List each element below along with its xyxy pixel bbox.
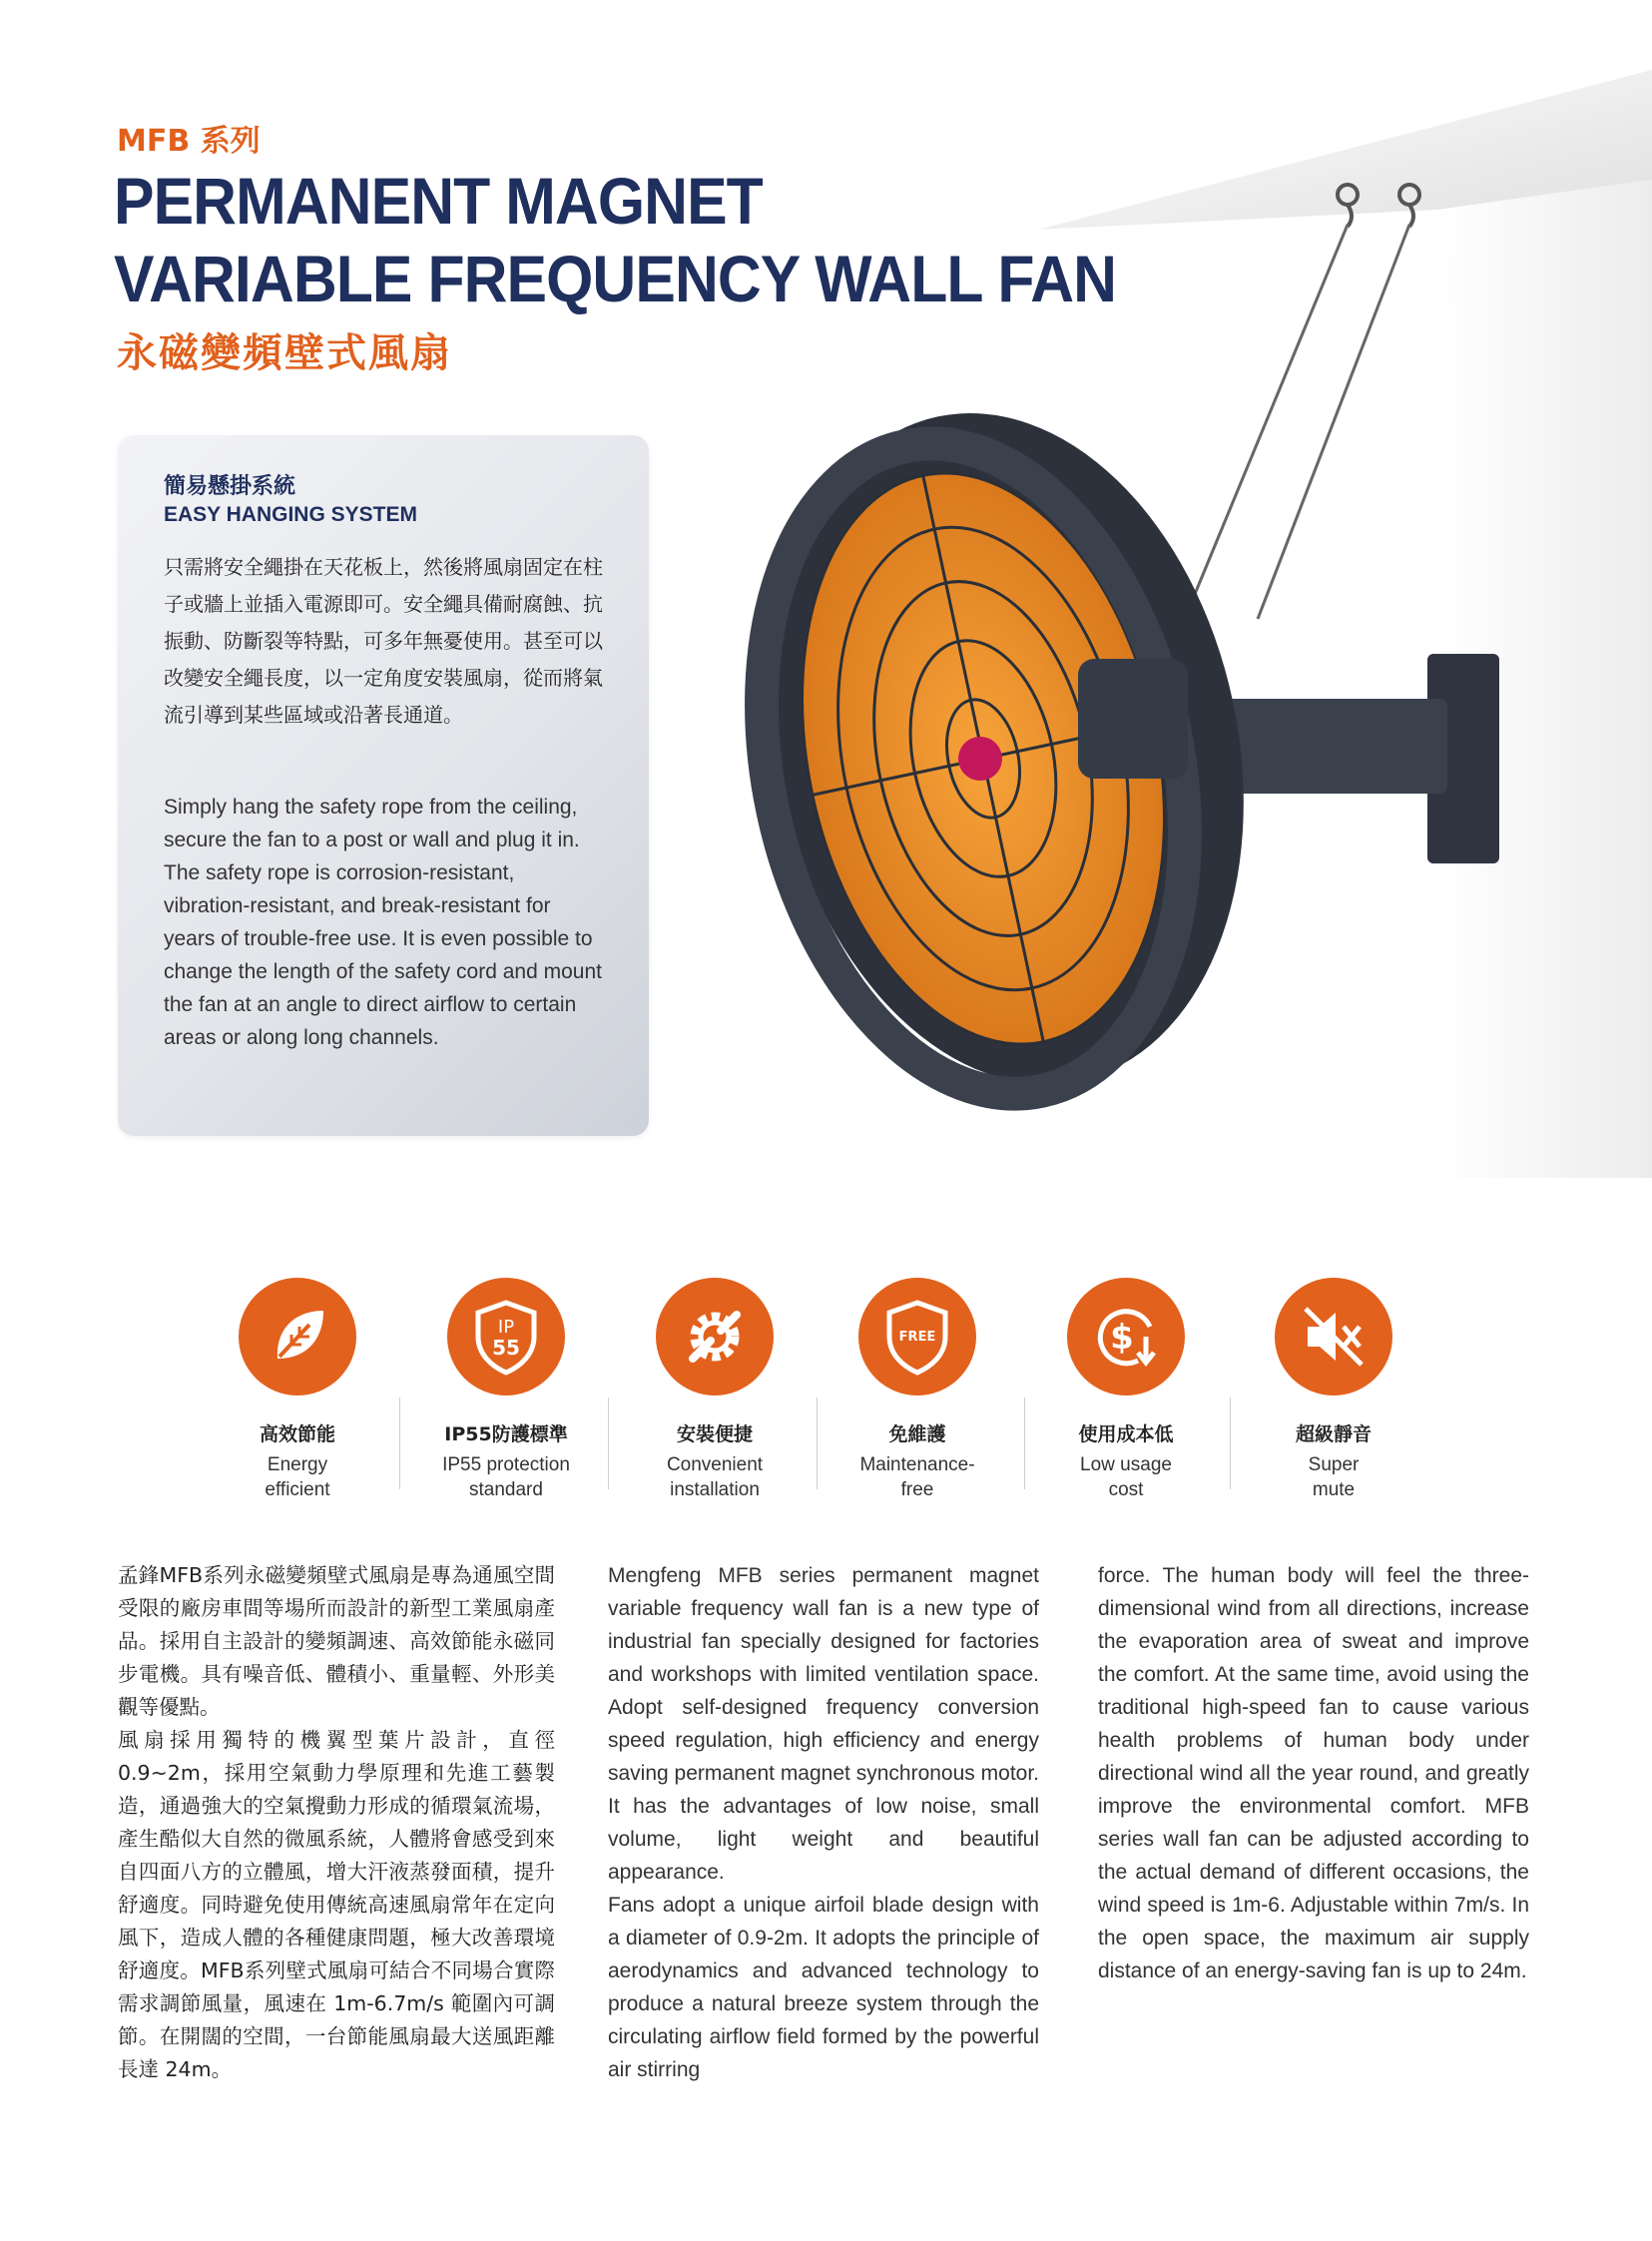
feature-label-zh: 高效節能 [259,1423,335,1445]
body-zh-paragraph-2: 風扇採用獨特的機翼型葉片設計，直徑0.9~2m，採用空氣動力學原理和先進工藝製造，通過強大的空氣攪動力形成的循環氣流場，產生酷似大自然的微風系統，人體將會感受到來自四面八方的立體風，增大汗液蒸發面積，提升舒適度。同時避免使用傳統高速風扇常年在定向風下，造成人體的各種健康問題，極大改善環境舒適度。MFB系列壁式風扇可結合不同場合實際需求調節風量，風速在 1m-6.7m/s 範圍內可調節。在開闊的空間，一台節能風扇最大送風距離長達 24m。 [118,1728,555,2081]
feature-divider [399,1398,400,1489]
feature-maintenance-free [814,1278,1021,1500]
easy-hanging-card [118,435,649,1136]
mute-speaker-icon [1275,1278,1392,1396]
ip55-shield-icon [447,1278,565,1396]
title-line-1: PERMANENT MAGNET [114,164,763,238]
body-column-zh [118,1559,555,2086]
feature-label-zh: IP55防護標準 [444,1423,568,1445]
feature-label-en: Convenient installation [666,1454,764,1500]
series-label: MFB 系列 [117,124,261,159]
card-text-en: Simply hang the safety rope from the ceiling, secure the fan to a post or wall and plug it in. The safety rope is corrosion-resistant, vibration-resistant, and break-resistant for years of trouble-free use. It is even possible to change the length of the safety cord and mount the fan at an angle to direct airflow to certain areas or along long channels. [164,796,602,1049]
leaf-icon [239,1278,356,1396]
free-shield-icon [858,1278,976,1396]
feature-label-zh: 安裝便捷 [676,1423,753,1445]
body-column-en-2 [1098,1559,1529,1987]
body-en-paragraph-3: force. The human body will feel the three-dimensional wind from all directions, increase the evaporation area of sweat and improve the comfort. At the same time, avoid using the traditional high-speed fan to cause various health problems of human body under directional wind all the year round, and greatly improve the environmental comfort. MFB series wall fan can be adjusted according to the actual demand of different occasions, the wind speed is 1m-6. Adjustable within 7m/s. In the open space, the maximum air supply distance of an energy-saving fan is up to 24m. [1098,1564,1529,1982]
safety-rope-left [1193,225,1348,599]
ip55-icon-text-bottom: 55 [492,1336,520,1360]
feature-energy-efficient [194,1278,401,1500]
card-title-zh: 簡易懸掛系統 [164,474,296,499]
feature-ip55 [402,1278,610,1500]
feature-label-en: Maintenance- free [859,1454,975,1500]
feature-label-zh: 免維護 [888,1423,946,1445]
ip55-icon-text-top: IP [497,1317,515,1338]
card-text-zh: 只需將安全繩掛在天花板上，然後將風扇固定在柱子或牆上並插入電源即可。安全繩具備耐腐蝕、抗振動、防斷裂等特點，可多年無憂使用。甚至可以改變安全繩長度，以一定角度安裝風扇，從而將氣流引導到某些區域或沿著長通道。 [164,555,603,727]
feature-low-usage-cost [1022,1278,1230,1500]
feature-label-en: Low usage cost [1080,1454,1172,1500]
card-title-en: EASY HANGING SYSTEM [164,503,417,526]
fan-hub [958,737,1002,781]
feature-super-mute [1230,1278,1437,1500]
feature-label-en: IP55 protection standard [442,1454,570,1500]
feature-label-en: Energy efficient [265,1454,330,1500]
body-zh-paragraph-1: 孟鋒MFB系列永磁變頻壁式風扇是專為通風空間受限的廠房車間等場所而設計的新型工業風扇產品。採用自主設計的變頻調速、高效節能永磁同步電機。具有噪音低、體積小、重量輕、外形美觀等優點。 [118,1563,555,1719]
feature-divider [608,1398,609,1489]
feature-label-en: Super mute [1308,1454,1360,1500]
feature-convenient-installation [611,1278,819,1500]
body-en-paragraph-1: Mengfeng MFB series permanent magnet variable frequency wall fan is a new type of industrial fan specially designed for factories and workshops with limited ventilation space. Adopt self-designed frequency conversion speed regulation, high efficiency and energy saving permanent magnet synchronous motor. It has the advantages of low noise, small volume, light weight and beautiful appearance. [608,1564,1039,1884]
title-line-2: VARIABLE FREQUENCY WALL FAN [114,242,1117,315]
safety-rope-right [1258,225,1409,619]
page-subtitle: 永磁變頻壁式風扇 [117,330,452,376]
feature-label-zh: 使用成本低 [1078,1423,1174,1445]
fan-motor [1078,659,1188,779]
body-column-en-1 [608,1559,1039,2086]
wall-fan-illustration [719,60,1652,1178]
free-icon-text: FREE [898,1330,936,1345]
feature-label-zh: 超級靜音 [1295,1423,1372,1445]
dollar-icon-text: $ [1110,1318,1134,1358]
body-en-paragraph-2: Fans adopt a unique airfoil blade design with a diameter of 0.9-2m. It adopts the principle of aerodynamics and advanced technology to produce a natural breeze system through the circulating airflow field formed by the powerful air stirring [608,1894,1039,2081]
gear-wrench-icon [656,1278,774,1396]
dollar-down-icon [1067,1278,1185,1396]
